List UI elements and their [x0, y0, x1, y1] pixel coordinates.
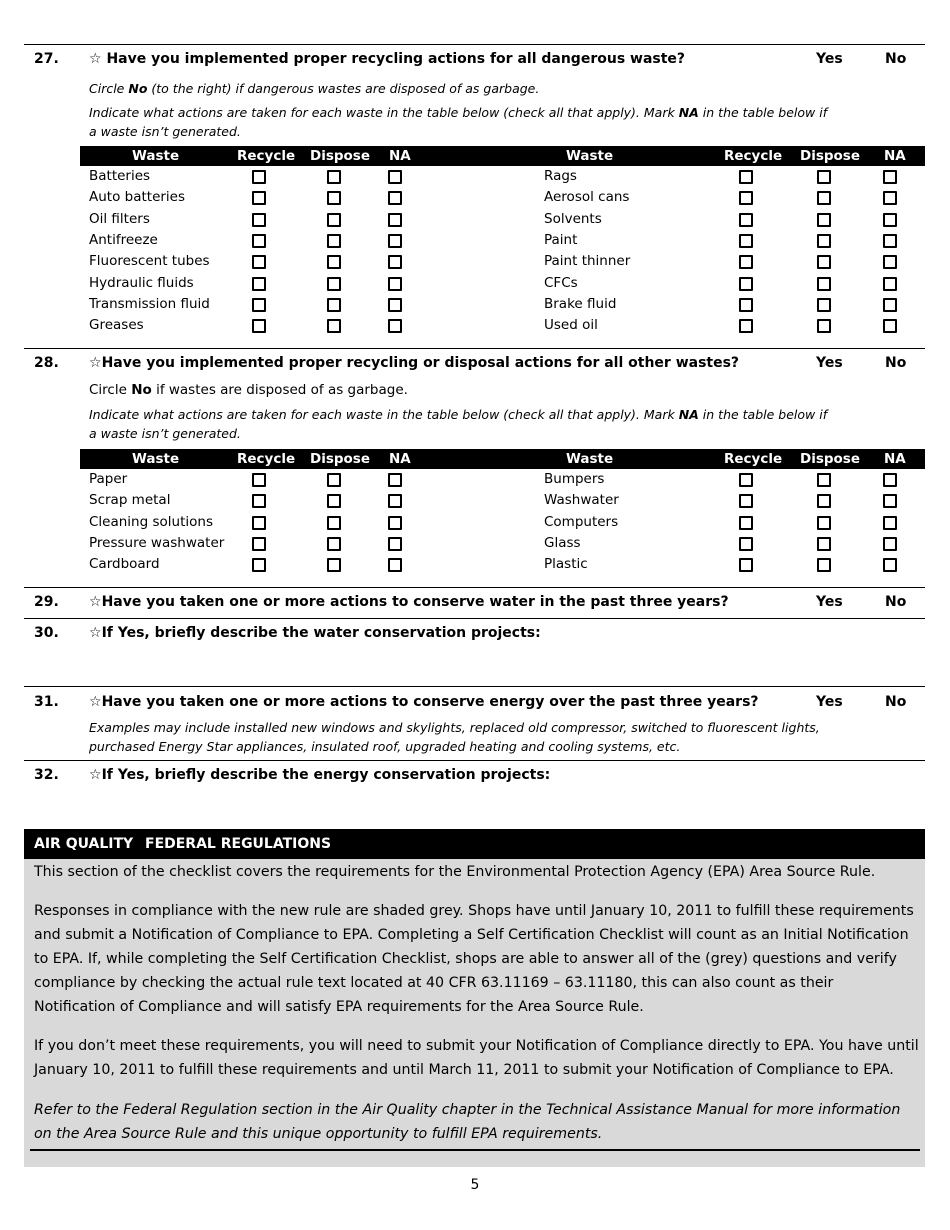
na-checkbox[interactable] — [388, 537, 402, 551]
recycle-checkbox[interactable] — [739, 516, 753, 530]
dispose-checkbox[interactable] — [817, 473, 831, 487]
question-number: 29. — [34, 594, 59, 610]
na-checkbox[interactable] — [883, 213, 897, 227]
na-checkbox[interactable] — [883, 537, 897, 551]
no-option[interactable]: No — [885, 51, 907, 67]
na-checkbox[interactable] — [388, 213, 402, 227]
table-row — [80, 166, 925, 187]
yes-option[interactable]: Yes — [816, 355, 843, 371]
dispose-checkbox[interactable] — [327, 537, 341, 551]
question-number: 28. — [34, 355, 59, 371]
recycle-checkbox[interactable] — [252, 537, 266, 551]
dispose-checkbox[interactable] — [327, 234, 341, 248]
divider — [24, 44, 925, 45]
column-header: NA — [884, 451, 906, 467]
column-header: Waste — [566, 148, 614, 164]
instruction-circle-no: Circle No if wastes are disposed of as garbage. — [89, 382, 408, 398]
waste-name: Auto batteries — [89, 189, 186, 206]
waste-name: Brake fluid — [544, 295, 617, 312]
no-option[interactable]: No — [885, 355, 907, 371]
paragraph-reference: Refer to the Federal Regulation section in the Air Quality chapter in the Technical Assistance Manual for more information on the Area Source Rule and this unique opportunity to fulfill EPA requirements. — [34, 1102, 901, 1142]
na-checkbox[interactable] — [388, 298, 402, 312]
column-header: Waste — [132, 451, 180, 467]
recycle-checkbox[interactable] — [739, 494, 753, 508]
na-checkbox[interactable] — [388, 319, 402, 333]
recycle-checkbox[interactable] — [252, 319, 266, 333]
divider — [24, 686, 925, 687]
dispose-checkbox[interactable] — [817, 277, 831, 291]
dispose-checkbox[interactable] — [817, 170, 831, 184]
table-row — [80, 273, 925, 294]
question-number: 30. — [34, 625, 59, 641]
column-header: Dispose — [310, 148, 370, 164]
recycle-checkbox[interactable] — [739, 213, 753, 227]
waste-name: Cardboard — [89, 556, 160, 573]
column-header: Recycle — [237, 451, 296, 467]
table-row — [80, 187, 925, 208]
table-row — [80, 533, 925, 554]
section-header — [24, 829, 925, 859]
dispose-checkbox[interactable] — [327, 298, 341, 312]
dispose-checkbox[interactable] — [327, 170, 341, 184]
section-title: AIR QUALITY — [34, 836, 134, 852]
table-row — [80, 251, 925, 272]
waste-name: Hydraulic fluids — [89, 274, 194, 291]
dispose-checkbox[interactable] — [817, 319, 831, 333]
table-row — [80, 469, 925, 490]
column-header: Dispose — [310, 451, 370, 467]
column-header: Dispose — [800, 451, 860, 467]
na-checkbox[interactable] — [883, 516, 897, 530]
star-icon: ☆ — [89, 625, 102, 641]
instruction-indicate: Indicate what actions are taken for each waste in the table below (check all that apply). Mark NA in the table below if a waste isn’t generated. — [89, 105, 828, 139]
divider — [24, 348, 925, 349]
table-header — [80, 449, 925, 469]
waste-name: Transmission fluid — [89, 295, 210, 312]
dispose-checkbox[interactable] — [327, 494, 341, 508]
waste-name: Aerosol cans — [544, 189, 630, 206]
dispose-checkbox[interactable] — [817, 255, 831, 269]
star-icon: ☆ — [89, 694, 102, 710]
star-icon: ☆ — [89, 767, 102, 783]
divider — [24, 760, 925, 761]
waste-name: Scrap metal — [89, 492, 171, 509]
waste-name: Glass — [544, 534, 581, 551]
paragraph-requirements: If you don’t meet these requirements, you will need to submit your Notification of Compliance directly to EPA. You have until January 10, 2011 to fulfill these requirements and until March 11, 2011 to submit your Notification of Compliance to EPA. — [34, 1038, 919, 1078]
table-row — [80, 512, 925, 533]
yes-option[interactable]: Yes — [816, 594, 843, 610]
column-header: Recycle — [724, 148, 783, 164]
dispose-checkbox[interactable] — [327, 277, 341, 291]
dispose-checkbox[interactable] — [817, 494, 831, 508]
recycle-checkbox[interactable] — [739, 170, 753, 184]
recycle-checkbox[interactable] — [252, 234, 266, 248]
table-row — [80, 490, 925, 511]
column-header: Waste — [566, 451, 614, 467]
recycle-checkbox[interactable] — [252, 277, 266, 291]
dispose-checkbox[interactable] — [327, 213, 341, 227]
column-header: Dispose — [800, 148, 860, 164]
recycle-checkbox[interactable] — [252, 558, 266, 572]
recycle-checkbox[interactable] — [252, 213, 266, 227]
question-number: 32. — [34, 767, 59, 783]
waste-name: Plastic — [544, 556, 588, 573]
na-checkbox[interactable] — [883, 298, 897, 312]
na-checkbox[interactable] — [883, 191, 897, 205]
na-checkbox[interactable] — [388, 255, 402, 269]
question-text: ☆If Yes, briefly describe the water conservation projects: — [89, 625, 541, 641]
recycle-checkbox[interactable] — [252, 473, 266, 487]
recycle-checkbox[interactable] — [739, 537, 753, 551]
air-quality-section — [24, 829, 925, 1167]
question-text: ☆Have you taken one or more actions to conserve energy over the past three years? — [89, 694, 759, 710]
dispose-checkbox[interactable] — [817, 191, 831, 205]
na-checkbox[interactable] — [388, 558, 402, 572]
column-header: NA — [389, 148, 411, 164]
table-row — [80, 315, 925, 336]
waste-name: Solvents — [544, 210, 602, 227]
instruction-circle-no: Circle No (to the right) if dangerous wastes are disposed of as garbage. — [89, 81, 540, 96]
waste-name: Used oil — [544, 317, 598, 334]
recycle-checkbox[interactable] — [252, 516, 266, 530]
dispose-checkbox[interactable] — [327, 319, 341, 333]
dispose-checkbox[interactable] — [817, 213, 831, 227]
waste-name: Washwater — [544, 492, 619, 509]
dispose-checkbox[interactable] — [817, 234, 831, 248]
column-header: Waste — [132, 148, 180, 164]
na-checkbox[interactable] — [388, 494, 402, 508]
waste-name: Batteries — [89, 168, 151, 184]
recycle-checkbox[interactable] — [252, 191, 266, 205]
star-icon: ☆ — [89, 355, 102, 371]
waste-name: Paint — [544, 231, 578, 248]
question-text: ☆Have you implemented proper recycling or disposal actions for all other wastes? — [89, 355, 740, 371]
star-icon: ☆ — [89, 51, 102, 67]
recycle-checkbox[interactable] — [739, 234, 753, 248]
na-checkbox[interactable] — [883, 494, 897, 508]
waste-name: Computers — [544, 513, 619, 530]
na-checkbox[interactable] — [388, 516, 402, 530]
na-checkbox[interactable] — [883, 234, 897, 248]
dispose-checkbox[interactable] — [327, 516, 341, 530]
column-header: Recycle — [237, 148, 296, 164]
column-header: Recycle — [724, 451, 783, 467]
recycle-checkbox[interactable] — [739, 558, 753, 572]
no-option[interactable]: No — [885, 694, 907, 710]
question-text: ☆If Yes, briefly describe the energy conservation projects: — [89, 767, 551, 783]
dispose-checkbox[interactable] — [817, 298, 831, 312]
recycle-checkbox[interactable] — [739, 277, 753, 291]
na-checkbox[interactable] — [883, 558, 897, 572]
waste-name: Oil filters — [89, 210, 150, 227]
recycle-checkbox[interactable] — [252, 255, 266, 269]
table-row — [80, 294, 925, 315]
waste-name: Rags — [544, 168, 577, 184]
column-header: NA — [389, 451, 411, 467]
recycle-checkbox[interactable] — [739, 319, 753, 333]
waste-name: Paint thinner — [544, 253, 631, 270]
recycle-checkbox[interactable] — [739, 255, 753, 269]
na-checkbox[interactable] — [388, 170, 402, 184]
divider — [24, 618, 925, 619]
section-subtitle: FEDERAL REGULATIONS — [145, 836, 332, 852]
waste-name: Paper — [89, 471, 128, 487]
no-option[interactable]: No — [885, 594, 907, 610]
question-text: ☆Have you taken one or more actions to conserve water in the past three years? — [89, 594, 729, 610]
dispose-checkbox[interactable] — [327, 191, 341, 205]
recycle-checkbox[interactable] — [739, 191, 753, 205]
waste-name: Cleaning solutions — [89, 513, 213, 530]
divider — [24, 587, 925, 588]
energy-examples: Examples may include installed new windows and skylights, replaced old compressor, switched to fluorescent lights, purchased Energy Star appliances, insulated roof, upgraded heating and cooling systems, etc. — [89, 720, 820, 754]
na-checkbox[interactable] — [883, 255, 897, 269]
table-row — [80, 554, 925, 575]
dispose-checkbox[interactable] — [817, 537, 831, 551]
question-number: 31. — [34, 694, 59, 710]
na-checkbox[interactable] — [883, 473, 897, 487]
recycle-checkbox[interactable] — [252, 494, 266, 508]
na-checkbox[interactable] — [388, 473, 402, 487]
na-checkbox[interactable] — [388, 277, 402, 291]
paragraph-compliance: Responses in compliance with the new rule are shaded grey. Shops have until January 10, 2011 to fulfill these requirements and submit a Notification of Compliance to EPA. Completing a Self Certification Checklist will count as an Initial Notification to EPA. If, while completing the Self Certification Checklist, shops are able to answer all of the (grey) questions and verify compliance by checking the actual rule text located at 40 CFR 63.11169 – 63.11180, this can also count as their Notification of Compliance and will satisfy EPA requirements for the Area Source Rule. — [34, 903, 914, 1015]
star-icon: ☆ — [89, 594, 102, 610]
recycle-checkbox[interactable] — [252, 298, 266, 312]
yes-option[interactable]: Yes — [816, 51, 843, 67]
section-bottom-rule — [30, 1149, 920, 1151]
recycle-checkbox[interactable] — [739, 473, 753, 487]
dispose-checkbox[interactable] — [327, 558, 341, 572]
waste-name: Greases — [89, 317, 144, 334]
na-checkbox[interactable] — [388, 191, 402, 205]
waste-name: Pressure washwater — [89, 534, 225, 551]
instruction-indicate: Indicate what actions are taken for each waste in the table below (check all that apply). Mark NA in the table below if a waste isn’t generated. — [89, 407, 828, 441]
dispose-checkbox[interactable] — [327, 255, 341, 269]
dispose-checkbox[interactable] — [327, 473, 341, 487]
table-row — [80, 209, 925, 230]
waste-name: Antifreeze — [89, 231, 158, 248]
column-header: NA — [884, 148, 906, 164]
na-checkbox[interactable] — [883, 319, 897, 333]
page-number: 5 — [470, 1177, 480, 1193]
question-text: ☆ Have you implemented proper recycling actions for all dangerous waste? — [89, 51, 686, 67]
recycle-checkbox[interactable] — [739, 298, 753, 312]
table-header — [80, 146, 925, 166]
dispose-checkbox[interactable] — [817, 558, 831, 572]
question-number: 27. — [34, 51, 59, 67]
waste-name: CFCs — [544, 274, 578, 291]
na-checkbox[interactable] — [883, 277, 897, 291]
waste-name: Fluorescent tubes — [89, 253, 210, 270]
recycle-checkbox[interactable] — [252, 170, 266, 184]
waste-name: Bumpers — [544, 471, 605, 487]
dispose-checkbox[interactable] — [817, 516, 831, 530]
na-checkbox[interactable] — [388, 234, 402, 248]
na-checkbox[interactable] — [883, 170, 897, 184]
paragraph-intro: This section of the checklist covers the requirements for the Environmental Protection Agency (EPA) Area Source Rule. — [34, 864, 876, 880]
yes-option[interactable]: Yes — [816, 694, 843, 710]
table-row — [80, 230, 925, 251]
